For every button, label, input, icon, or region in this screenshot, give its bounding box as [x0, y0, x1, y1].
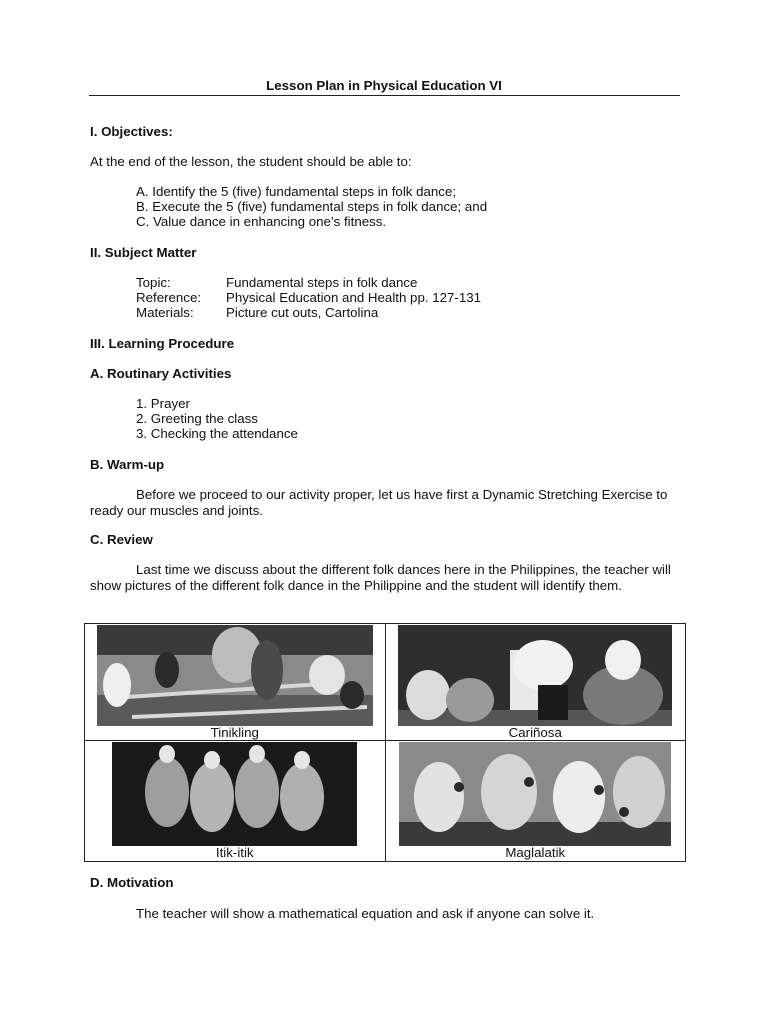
review-paragraph	[90, 562, 680, 593]
warmup-text: Before we proceed to our activity proper, let us have first a Dynamic Stretching Exercise to ready our muscles and joints.	[90, 487, 668, 518]
photo-cell-maglalatik	[385, 741, 686, 862]
document-title: Lesson Plan in Physical Education VI	[266, 78, 502, 93]
routinary-item: 2. Greeting the class	[136, 411, 258, 426]
objectives-intro: At the end of the lesson, the student should be able to:	[90, 154, 412, 169]
subject-matter-label: Topic:	[136, 275, 171, 290]
objectives-heading: I. Objectives:	[90, 124, 173, 139]
subject-matter-label: Reference:	[136, 290, 202, 305]
motivation-heading: D. Motivation	[90, 875, 174, 890]
motivation-text: The teacher will show a mathematical equation and ask if anyone can solve it.	[136, 906, 595, 921]
title-underline	[89, 95, 680, 96]
photo-cell-carinosa	[385, 624, 686, 741]
folk-dance-photo-table	[84, 623, 686, 862]
review-text: Last time we discuss about the different folk dances here in the Philippines, the teacher will show pictures of the different folk dance in the Philippine and the student will identify them.	[90, 562, 671, 593]
subject-matter-value: Physical Education and Health pp. 127-131	[226, 290, 482, 305]
learning-procedure-heading: III. Learning Procedure	[90, 336, 235, 351]
photo-cell-itik-itik	[85, 741, 386, 862]
subject-matter-value: Picture cut outs, Cartolina	[226, 305, 379, 320]
subject-matter-row	[136, 305, 378, 321]
warmup-paragraph	[90, 487, 680, 518]
photo-cell-tinikling	[85, 624, 386, 741]
objective-item: B. Execute the 5 (five) fundamental steps in folk dance; and	[136, 199, 488, 214]
review-heading: C. Review	[90, 532, 153, 547]
objective-item: A. Identify the 5 (five) fundamental steps in folk dance;	[136, 184, 457, 199]
routinary-item: 3. Checking the attendance	[136, 426, 298, 441]
subject-matter-row	[136, 290, 481, 306]
subject-matter-row	[136, 275, 417, 291]
carinosa-photo	[398, 625, 672, 726]
maglalatik-photo	[399, 742, 671, 846]
photo-caption: Tinikling	[210, 725, 259, 740]
subject-matter-label: Materials:	[136, 305, 194, 320]
routinary-heading: A. Routinary Activities	[90, 366, 232, 381]
objective-item: C. Value dance in enhancing one’s fitness.	[136, 214, 387, 229]
photo-caption: Cariñosa	[508, 725, 562, 740]
routinary-item: 1. Prayer	[136, 396, 190, 411]
subject-matter-heading: II. Subject Matter	[90, 245, 197, 260]
photo-caption: Maglalatik	[505, 845, 566, 860]
itik-itik-photo	[112, 742, 357, 846]
warmup-heading: B. Warm-up	[90, 457, 165, 472]
subject-matter-value: Fundamental steps in folk dance	[226, 275, 418, 290]
photo-caption: Itik-itik	[215, 845, 254, 860]
tinikling-photo	[97, 625, 373, 726]
